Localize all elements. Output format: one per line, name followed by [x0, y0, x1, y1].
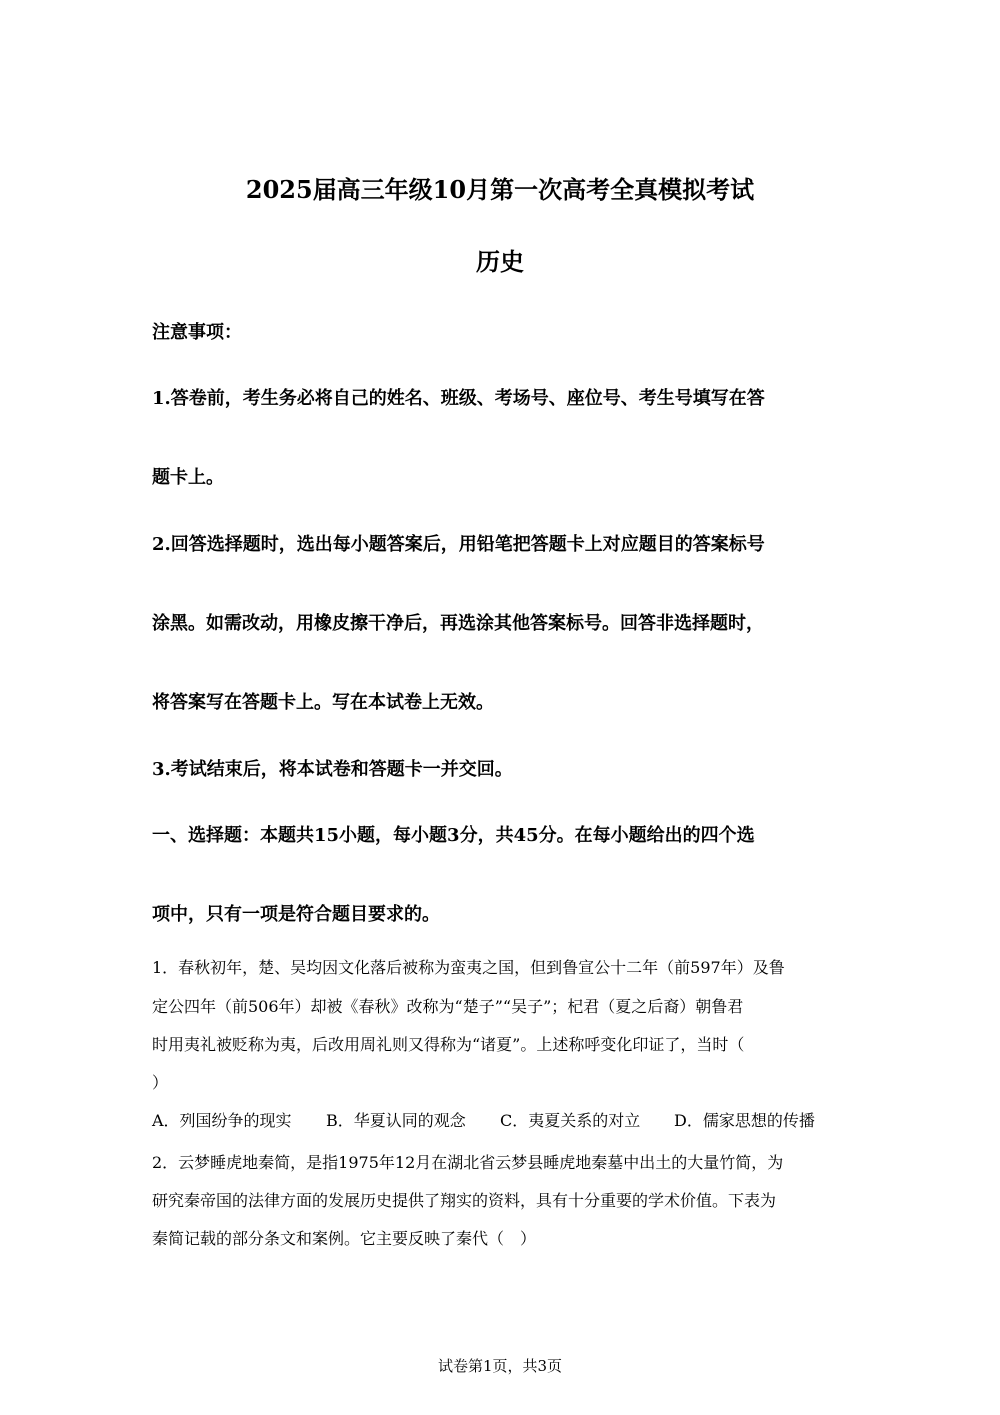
question-1-line: ） [152, 1073, 169, 1092]
section-heading: 项中，只有一项是符合题目要求的。 [152, 904, 440, 925]
option-d[interactable]: D．儒家思想的传播 [674, 1111, 815, 1130]
question-1-options [152, 1108, 844, 1131]
question-2-line: 秦简记载的部分条文和案例。它主要反映了秦代（ ） [152, 1229, 537, 1248]
question-2-line: 2．云梦睡虎地秦简，是指1975年12月在湖北省云梦县睡虎地秦墓中出土的大量竹简，为 [152, 1153, 784, 1172]
notice-heading: 注意事项： [152, 322, 242, 343]
option-c[interactable]: C．夷夏关系的对立 [500, 1111, 641, 1130]
question-1-line: 时用夷礼被贬称为夷，后改用周礼则又得称为“诸夏”。上述称呼变化印证了，当时（ [152, 1035, 745, 1054]
notice-line: 题卡上。 [152, 467, 224, 488]
question-2-line: 研究秦帝国的法律方面的发展历史提供了翔实的资料，具有十分重要的学术价值。下表为 [152, 1191, 777, 1210]
question-1-line: 定公四年（前506年）却被《春秋》改称为“楚子”“吴子”；杞君（夏之后裔）朝鲁君 [152, 997, 744, 1016]
subject-title: 历史 [476, 247, 524, 276]
exam-title: 2025届高三年级10月第一次高考全真模拟考试 [245, 175, 755, 204]
option-a[interactable]: A．列国纷争的现实 [152, 1111, 292, 1130]
notice-line: 1.答卷前，考生务必将自己的姓名、班级、考场号、座位号、考生号填写在答 [152, 388, 765, 409]
notice-line: 2.回答选择题时，选出每小题答案后，用铅笔把答题卡上对应题目的答案标号 [152, 534, 765, 555]
notice-line: 将答案写在答题卡上。写在本试卷上无效。 [152, 692, 494, 713]
section-heading: 一、选择题：本题共15小题，每小题3分，共45分。在每小题给出的四个选 [152, 825, 755, 846]
notice-line: 涂黑。如需改动，用橡皮擦干净后，再选涂其他答案标号。回答非选择题时， [152, 613, 764, 634]
notice-line: 3.考试结束后，将本试卷和答题卡一并交回。 [152, 759, 513, 780]
option-b[interactable]: B．华夏认同的观念 [326, 1111, 466, 1130]
page-footer: 试卷第1页，共3页 [437, 1357, 563, 1375]
question-1-line: 1．春秋初年，楚、吴均因文化落后被称为蛮夷之国，但到鲁宣公十二年（前597年）及鲁 [152, 958, 785, 977]
